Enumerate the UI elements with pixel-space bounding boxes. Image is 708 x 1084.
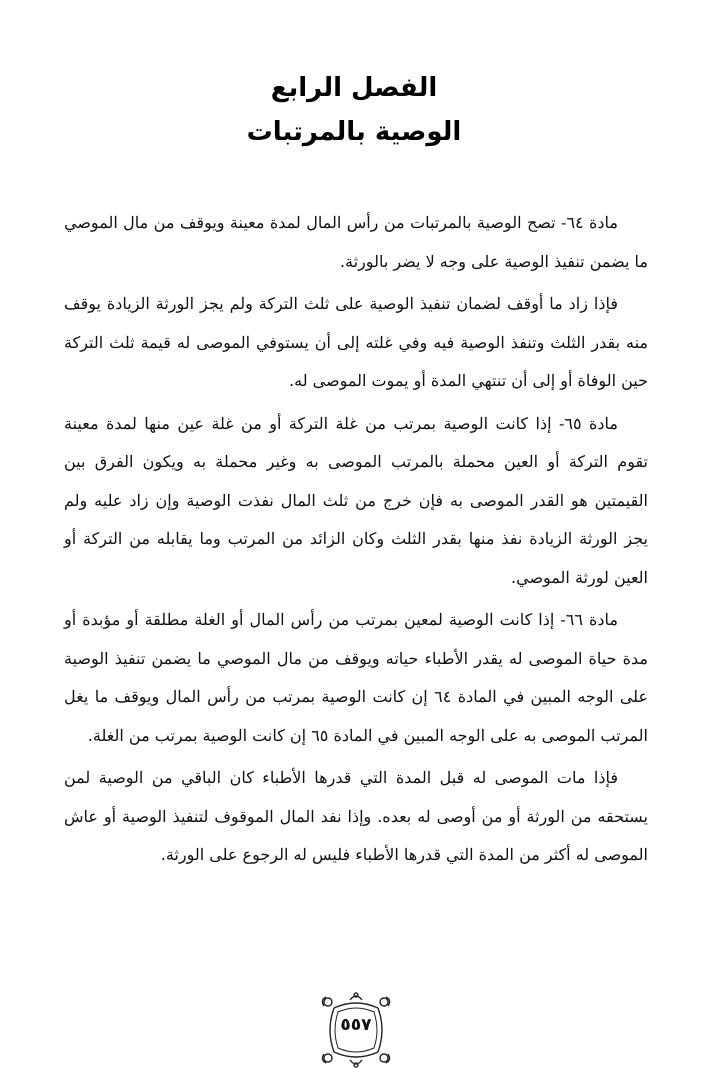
paragraph-article-66: مادة ٦٦- إذا كانت الوصية لمعين بمرتب من رأس المال أو الغلة مطلقة أو مؤبدة أو مدة حياة الموصى له يقدر الأطباء حياته ويوقف من مال الموصي ما يضمن تنفيذ الوصية على الوجه المبين في المادة ٦٤ إن كانت الوصية بمرتب من رأس المال ويوقف ما يغل المرتب الموصى به على الوجه المبين في المادة ٦٥ إن كانت الوصية بمرتب من الغلة. bbox=[64, 610, 649, 745]
body-text bbox=[64, 204, 648, 879]
paragraph-article-64: مادة ٦٤- تصح الوصية بالمرتبات من رأس المال لمدة معينة ويوقف من مال الموصي ما يضمن تنفيذ الوصية على وجه لا يضر بالورثة. bbox=[64, 213, 648, 271]
chapter-subtitle: الوصية بالمرتبات bbox=[246, 117, 462, 147]
paragraph-article-64-continued: فإذا زاد ما أوقف لضمان تنفيذ الوصية على ثلث التركة ولم يجز الورثة الزيادة يوقف منه بقدر الثلث وتنفذ الوصية فيه وفي غلته إلى أن يستوفي الموصى له قيمة ثلث التركة حين الوفاة أو إلى أن تنتهي المدة أو يموت الموصى له. bbox=[64, 294, 648, 390]
paragraph-article-66-continued: فإذا مات الموصى له قبل المدة التي قدرها الأطباء كان الباقي من الوصية لمن يستحقه من الورثة أو من أوصى له بعده. وإذا نفد المال الموقوف لتنفيذ الوصية أو عاش الموصى له أكثر من المدة التي قدرها الأطباء فليس له الرجوع على الورثة. bbox=[64, 768, 648, 864]
chapter-heading bbox=[0, 68, 708, 152]
page-number: ٥٥٧ bbox=[340, 1015, 372, 1035]
chapter-title: الفصل الرابع bbox=[270, 73, 438, 103]
paragraph-article-65: مادة ٦٥- إذا كانت الوصية بمرتب من غلة التركة أو من غلة عين منها لمدة معينة تقوم التركة أو العين محملة بالمرتب الموصى به وغير محملة به ويكون الفرق بين القيمتين هو القدر الموصى به فإن خرج من ثلث المال نفذت الوصية وإن زاد عليه ولم يجز الورثة الزيادة نفذ منها بقدر الثلث وكان الزائد من المرتب وما يقابله من التركة أو العين لورثة الموصي. bbox=[64, 413, 649, 587]
